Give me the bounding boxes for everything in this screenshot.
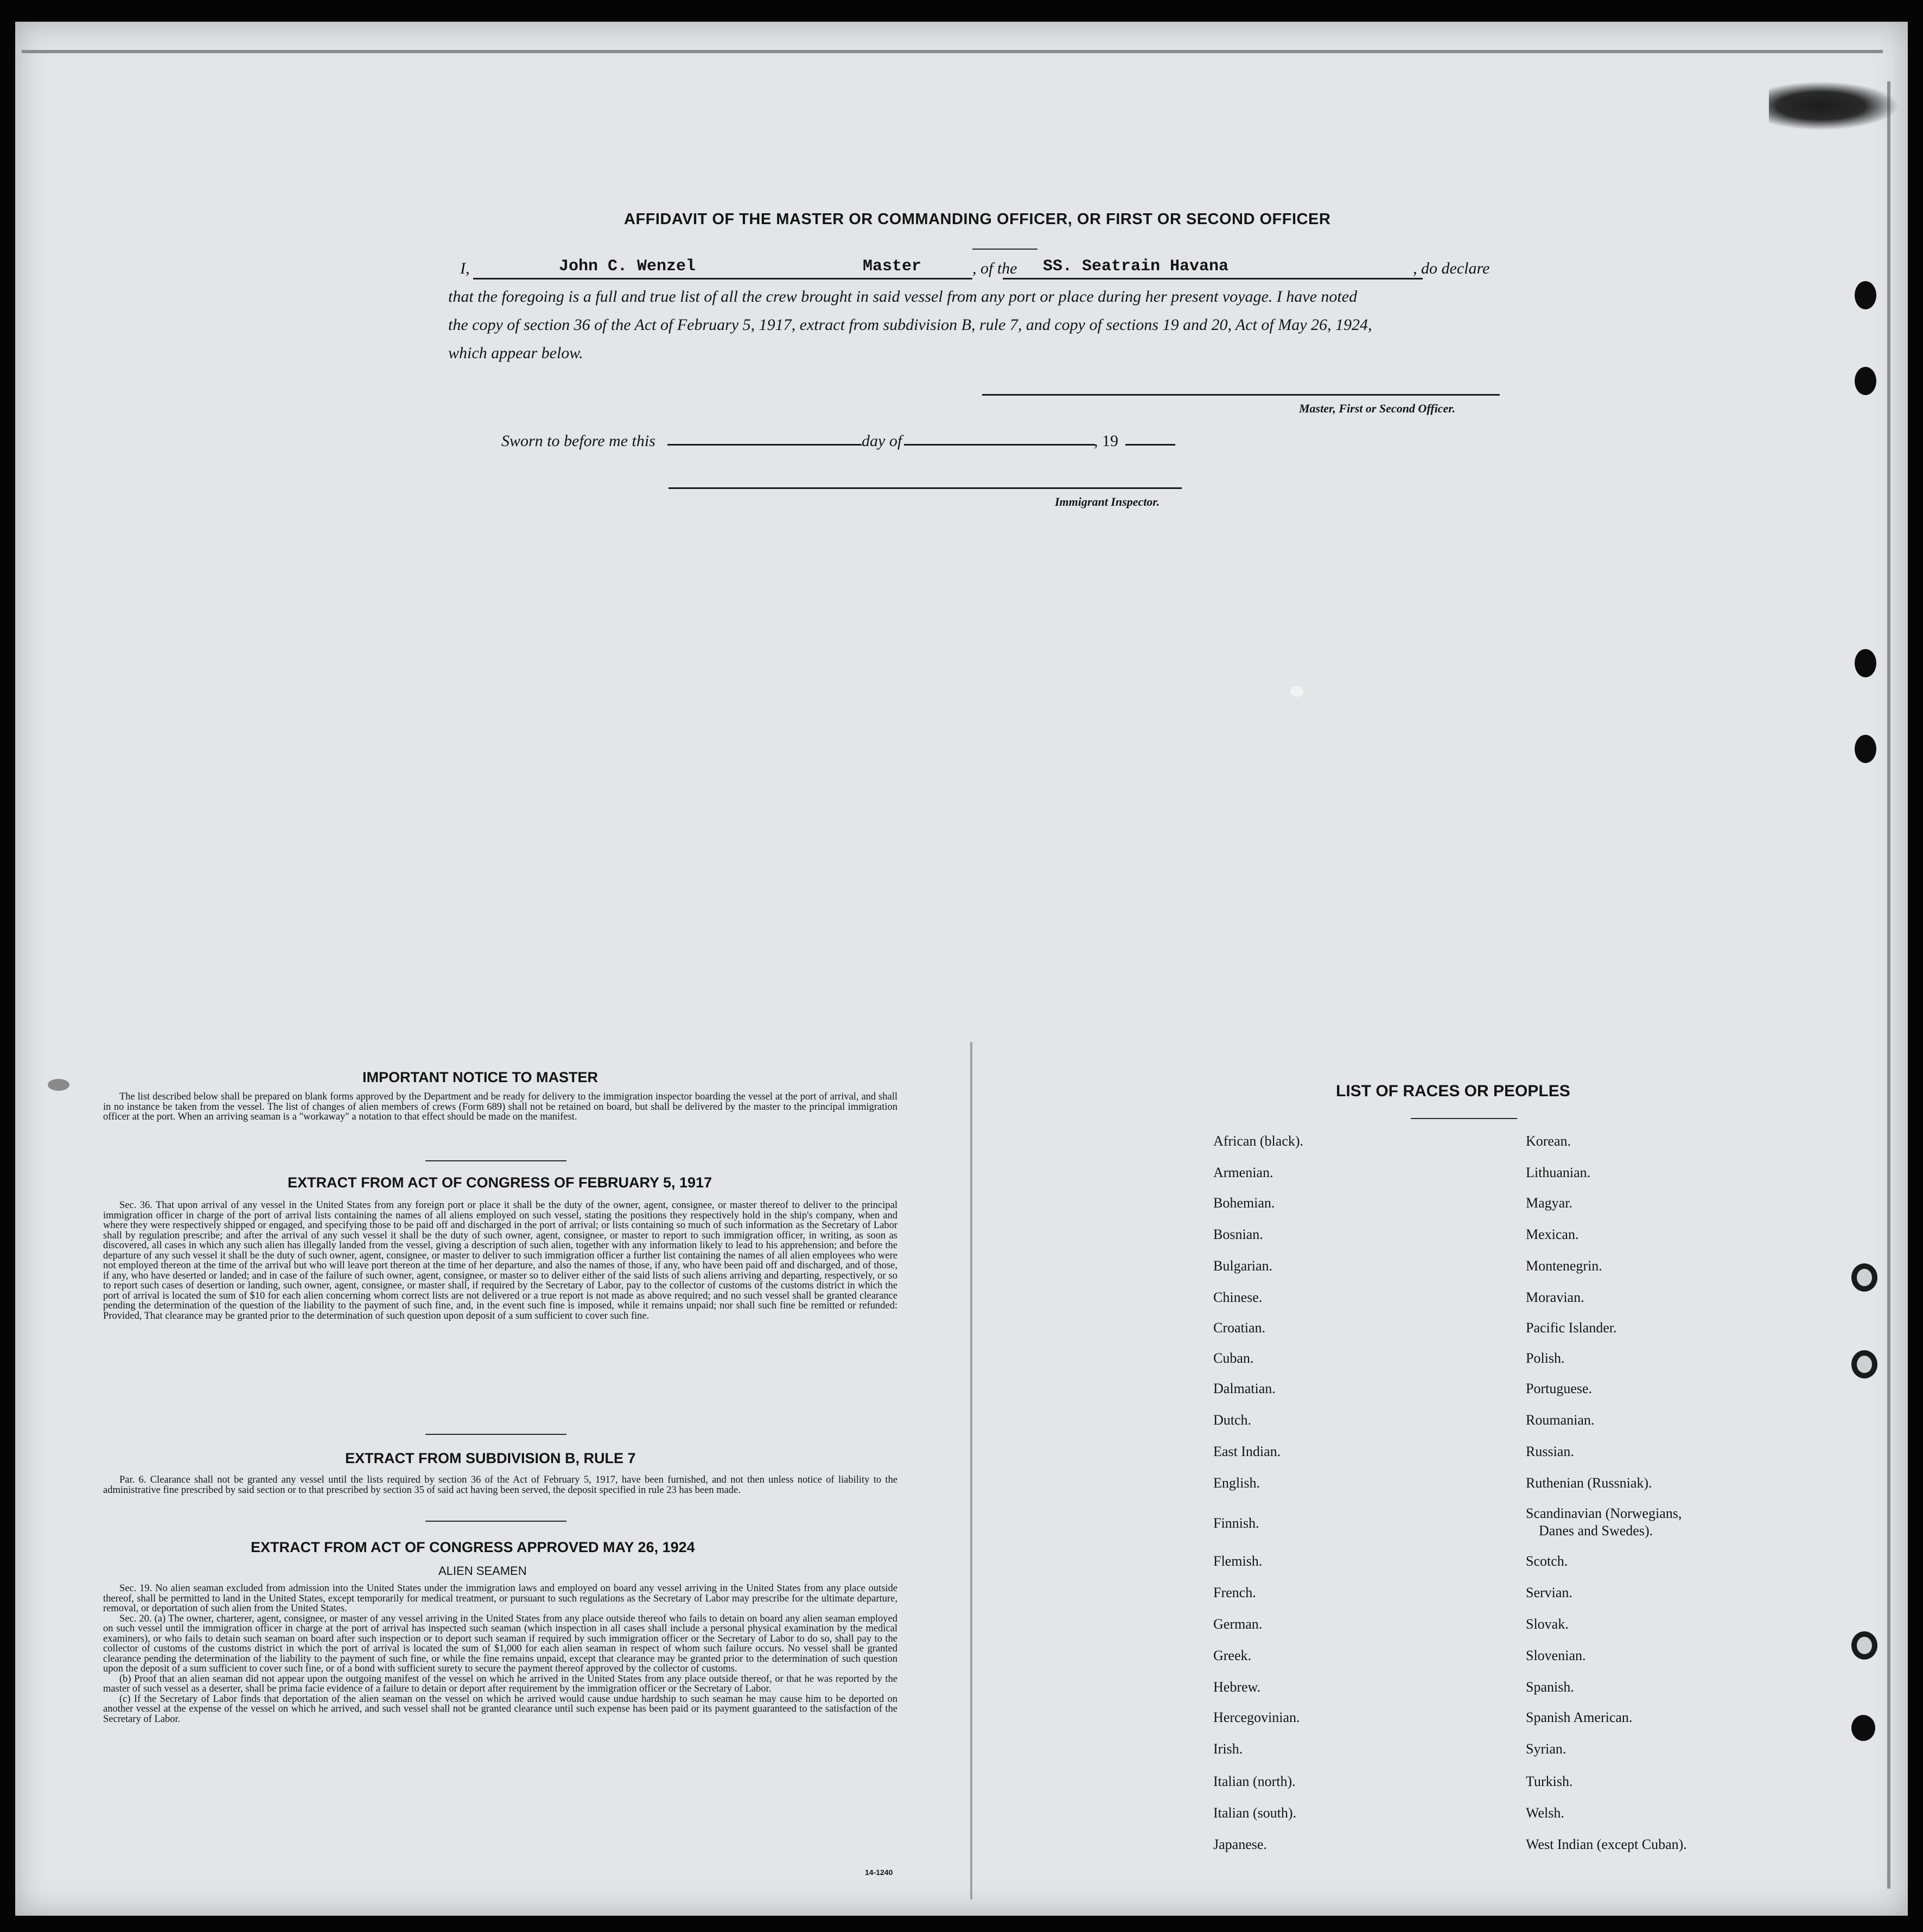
sec20b-text: (b) Proof that an alien seaman did not appear upon the outgoing manifest of the vessel on which he arrived in the United States from any place outside thereof, or that he was reported by the master of such vessel as a deserter, shall be prima facie evidence of a failure to detain or deport after requirement by the immigration officer or the Secretary of Labor.	[103, 1673, 897, 1694]
race-right-22: West Indian (except Cuban).	[1526, 1836, 1687, 1852]
race-left-17: Hebrew.	[1213, 1679, 1261, 1695]
sec19-text: Sec. 19. No alien seaman excluded from admission into the United States under the immigration laws and employed on board any vessel arriving in the United States from any place outside thereof, shall be permitted to land in the United States, except temporarily for medical treatment, or pursuant to such regulations as the Secretary of Labor may prescribe for the ultimate departure, removal, or deportation of such alien from the United States.	[103, 1583, 897, 1614]
affidavit-line-3: the copy of section 36 of the Act of February 5, 1917, extract from subdivision B, rule 7, and copy of sections 19 and 20, Act of May 26, 1924,	[448, 316, 1372, 334]
race-left-16: Greek.	[1213, 1648, 1252, 1663]
race-right-15: Slovak.	[1526, 1616, 1569, 1632]
page-right-edge	[1887, 81, 1890, 1889]
race-left-12: Finnish.	[1213, 1515, 1259, 1531]
race-right-1: Lithuanian.	[1526, 1165, 1591, 1180]
title-divider	[972, 249, 1037, 250]
notice-text: The list described below shall be prepared on blank forms approved by the Department and be ready for delivery to the immigration inspector boarding the vessel at the port of arrival, and shall in no instance be taken from the vessel. The list of changes of alien members of crews (Form 689) shall not be retained on board, but shall be delivered by the master to the principal immigration officer at the port. When an arriving seaman is a "workaway" a notation to that effect should be made on the manifest.	[103, 1091, 897, 1122]
par6-text: Par. 6. Clearance shall not be granted any vessel until the lists required by section 36 of the Act of February 5, 1917, have been furnished, and not then unless notice of liability to the administrative fine prescribed by said section or to that prescribed by section 35 of said act having been served, the deposit specified in rule 23 has been made.	[103, 1475, 897, 1496]
binder-hole-ring	[1851, 1631, 1877, 1660]
race-left-18: Hercegovinian.	[1213, 1709, 1300, 1725]
section-divider	[425, 1160, 566, 1161]
race-left-5: Chinese.	[1213, 1289, 1263, 1305]
race-left-14: French.	[1213, 1585, 1256, 1600]
extract-1924-heading: EXTRACT FROM ACT OF CONGRESS APPROVED MAY 26, 1924	[251, 1539, 695, 1555]
races-title: LIST OF RACES OR PEOPLES	[1336, 1082, 1570, 1100]
race-left-11: English.	[1213, 1475, 1260, 1491]
officer-name-field: John C. Wenzel	[559, 257, 696, 276]
race-left-20: Italian (north).	[1213, 1774, 1296, 1789]
race-right-20: Turkish.	[1526, 1774, 1573, 1789]
binder-hole	[1855, 367, 1876, 395]
affidavit-line-4: which appear below.	[448, 344, 583, 362]
torn-corner	[1769, 81, 1899, 130]
race-right-13: Scotch.	[1526, 1553, 1568, 1569]
race-left-0: African (black).	[1213, 1133, 1304, 1149]
vessel-blank-line	[1003, 278, 1423, 279]
race-right-0: Korean.	[1526, 1133, 1571, 1149]
affidavit-i: I,	[460, 259, 470, 277]
race-left-22: Japanese.	[1213, 1836, 1267, 1852]
sworn-year-line	[1125, 444, 1175, 446]
sworn-month-line	[904, 444, 1095, 446]
race-left-10: East Indian.	[1213, 1444, 1281, 1459]
race-right-5: Moravian.	[1526, 1289, 1584, 1305]
binder-hole	[1851, 1715, 1875, 1741]
name-blank-line	[473, 278, 972, 279]
race-right-9: Roumanian.	[1526, 1412, 1595, 1428]
binder-hole	[1855, 735, 1876, 763]
race-right-19: Syrian.	[1526, 1741, 1567, 1757]
race-left-1: Armenian.	[1213, 1165, 1273, 1180]
race-right-14: Servian.	[1526, 1585, 1572, 1600]
inspector-signature-line	[668, 487, 1182, 489]
race-left-8: Dalmatian.	[1213, 1381, 1276, 1396]
race-left-2: Bohemian.	[1213, 1195, 1275, 1211]
form-number: 14-1240	[865, 1868, 893, 1877]
affidavit-title: AFFIDAVIT OF THE MASTER OR COMMANDING OFFICER, OR FIRST OR SECOND OFFICER	[624, 211, 1331, 228]
binder-hole-ring	[1851, 1263, 1877, 1292]
race-right-6: Pacific Islander.	[1526, 1320, 1617, 1336]
race-right-7: Polish.	[1526, 1350, 1565, 1366]
races-divider	[1411, 1118, 1517, 1119]
race-right-8: Portuguese.	[1526, 1381, 1593, 1396]
sec20c-text: (c) If the Secretary of Labor finds that deportation of the alien seaman on the vessel on which he arrived would cause undue hardship to such seaman he may cause him to be deported on another vessel at the expense of the vessel on which he arrived, and such vessel shall not be granted clearance until such expense has been paid or its payment guaranteed to the satisfaction of the Secretary of Labor.	[103, 1693, 897, 1725]
speck	[48, 1079, 69, 1091]
affidavit-line-2: that the foregoing is a full and true list of all the crew brought in said vessel from any port or place during her present voyage. I have noted	[448, 288, 1358, 306]
sworn-day-line	[667, 444, 862, 446]
vessel-name-field: SS. Seatrain Havana	[1043, 257, 1229, 276]
notice-heading: IMPORTANT NOTICE TO MASTER	[362, 1069, 598, 1085]
extract-1924-body	[103, 1584, 897, 1724]
race-left-6: Croatian.	[1213, 1320, 1266, 1336]
race-right-16: Slovenian.	[1526, 1648, 1586, 1663]
officer-rank-field: Master	[863, 257, 922, 276]
center-fold-line	[970, 1042, 972, 1899]
race-left-19: Irish.	[1213, 1741, 1243, 1757]
binder-hole	[1855, 281, 1876, 309]
extract-rule7-body	[103, 1475, 897, 1495]
race-left-15: German.	[1213, 1616, 1263, 1632]
master-signature-caption: Master, First or Second Officer.	[1299, 402, 1456, 415]
race-right-10: Russian.	[1526, 1444, 1574, 1459]
race-right-12b: Danes and Swedes).	[1539, 1523, 1653, 1539]
inspector-caption: Immigrant Inspector.	[1055, 495, 1160, 509]
day-of-label: day of	[862, 432, 902, 450]
extract-1917-body	[103, 1200, 897, 1321]
notice-body	[103, 1092, 897, 1122]
race-left-13: Flemish.	[1213, 1553, 1263, 1569]
race-left-21: Italian (south).	[1213, 1805, 1297, 1821]
sec36-text: Sec. 36. That upon arrival of any vessel in the United States from any foreign port or place it shall be the duty of the owner, agent, consignee, or master thereof to deliver to the principal immigration officer in charge of the port of arrival lists containing the names of all aliens employed on such vessel, stating the positions they respectively hold in the ship's company, when and where they were respectively shipped or engaged, and specifying those to be paid off and discharged in the port of arrival; or lists containing so much of such information as the Secretary of Labor shall by regulation prescribe; and after the arrival of any such vessel it shall be the duty of such owner, agent, consignee, or master to report to such immigration officer, in writing, as soon as discovered, all cases in which any such alien has illegally landed from the vessel, giving a description of such alien, together with any information likely to lead to his apprehension; and before the departure of any such vessel it shall be the duty of such owner, agent, consignee, or master to deliver to such immigration officer a further list containing the names of all alien employees who were not employed thereon at the time of the arrival but who will leave port thereon at the time of her departure, and also the names of those, if any, who have been paid off and discharged, and of those, if any, who have deserted or landed; and in case of the failure of such owner, agent, consignee, or master so to deliver either of the said lists of such aliens arriving and departing, respectively, or so to report such cases of desertion or landing, such owner, agent, consignee, or master shall, if required by the Secretary of Labor, pay to the collector of customs of the customs district in which the port of arrival is located the sum of $10 for each alien concerning whom correct lists are not delivered or a true report is not made as above required; and no such vessel shall be granted clearance pending the determination of the question of the liability to the payment of such fine, and, in the event such fine is imposed, while it remains unpaid; nor shall such fine be remitted or refunded: Provided, That clearance may be granted prior to the determination of such question upon deposit of a sum sufficient to cover such fine.	[103, 1200, 897, 1321]
race-right-4: Montenegrin.	[1526, 1258, 1602, 1274]
race-right-2: Magyar.	[1526, 1195, 1572, 1211]
master-signature-line	[982, 394, 1500, 396]
section-divider	[425, 1521, 566, 1522]
race-left-3: Bosnian.	[1213, 1226, 1263, 1242]
race-left-7: Cuban.	[1213, 1350, 1254, 1366]
sworn-label: Sworn to before me this	[501, 432, 655, 450]
race-right-17: Spanish.	[1526, 1679, 1574, 1695]
race-right-11: Ruthenian (Russniak).	[1526, 1475, 1652, 1491]
page-top-edge	[22, 50, 1883, 53]
race-right-3: Mexican.	[1526, 1226, 1579, 1242]
section-divider	[425, 1434, 566, 1435]
extract-1917-heading: EXTRACT FROM ACT OF CONGRESS OF FEBRUARY 5, 1917	[288, 1174, 712, 1191]
do-declare-label: , do declare	[1413, 259, 1490, 277]
race-right-18: Spanish American.	[1526, 1709, 1633, 1725]
race-left-4: Bulgarian.	[1213, 1258, 1273, 1274]
speck	[1290, 686, 1303, 697]
binder-hole	[1855, 649, 1876, 677]
binder-hole-ring	[1851, 1350, 1877, 1378]
of-the-label: , of the	[972, 259, 1017, 277]
alien-seamen-subheading: ALIEN SEAMEN	[438, 1564, 527, 1578]
race-left-9: Dutch.	[1213, 1412, 1252, 1428]
sec20a-text: Sec. 20. (a) The owner, charterer, agent, consignee, or master of any vessel arriving in the United States from any place outside thereof who fails to detain on board any alien seaman employed on such vessel until the immigration officer in charge at the port of arrival has inspected such seaman (which inspection in all cases shall include a personal physical examination by the medical examiners), or who fails to detain such seaman on board after such inspection or to deport such seaman if required by such immigration officer or the Secretary of Labor to do so, shall pay to the collector of customs of the customs district in which the port of arrival is located the sum of $1,000 for each alien seaman in respect of whom such failure occurs. No vessel shall be granted clearance pending the determination of the liability to the payment of such fine, or while the fine remains unpaid, except that clearance may be granted prior to the determination of such question upon the deposit of a sum sufficient to cover such fine, or of a bond with sufficient surety to secure the payment thereof approved by the collector of customs.	[103, 1613, 897, 1674]
year-label: , 19	[1094, 432, 1118, 450]
extract-rule7-heading: EXTRACT FROM SUBDIVISION B, RULE 7	[345, 1450, 636, 1466]
race-right-21: Welsh.	[1526, 1805, 1564, 1821]
race-right-12: Scandinavian (Norwegians,	[1526, 1505, 1682, 1521]
